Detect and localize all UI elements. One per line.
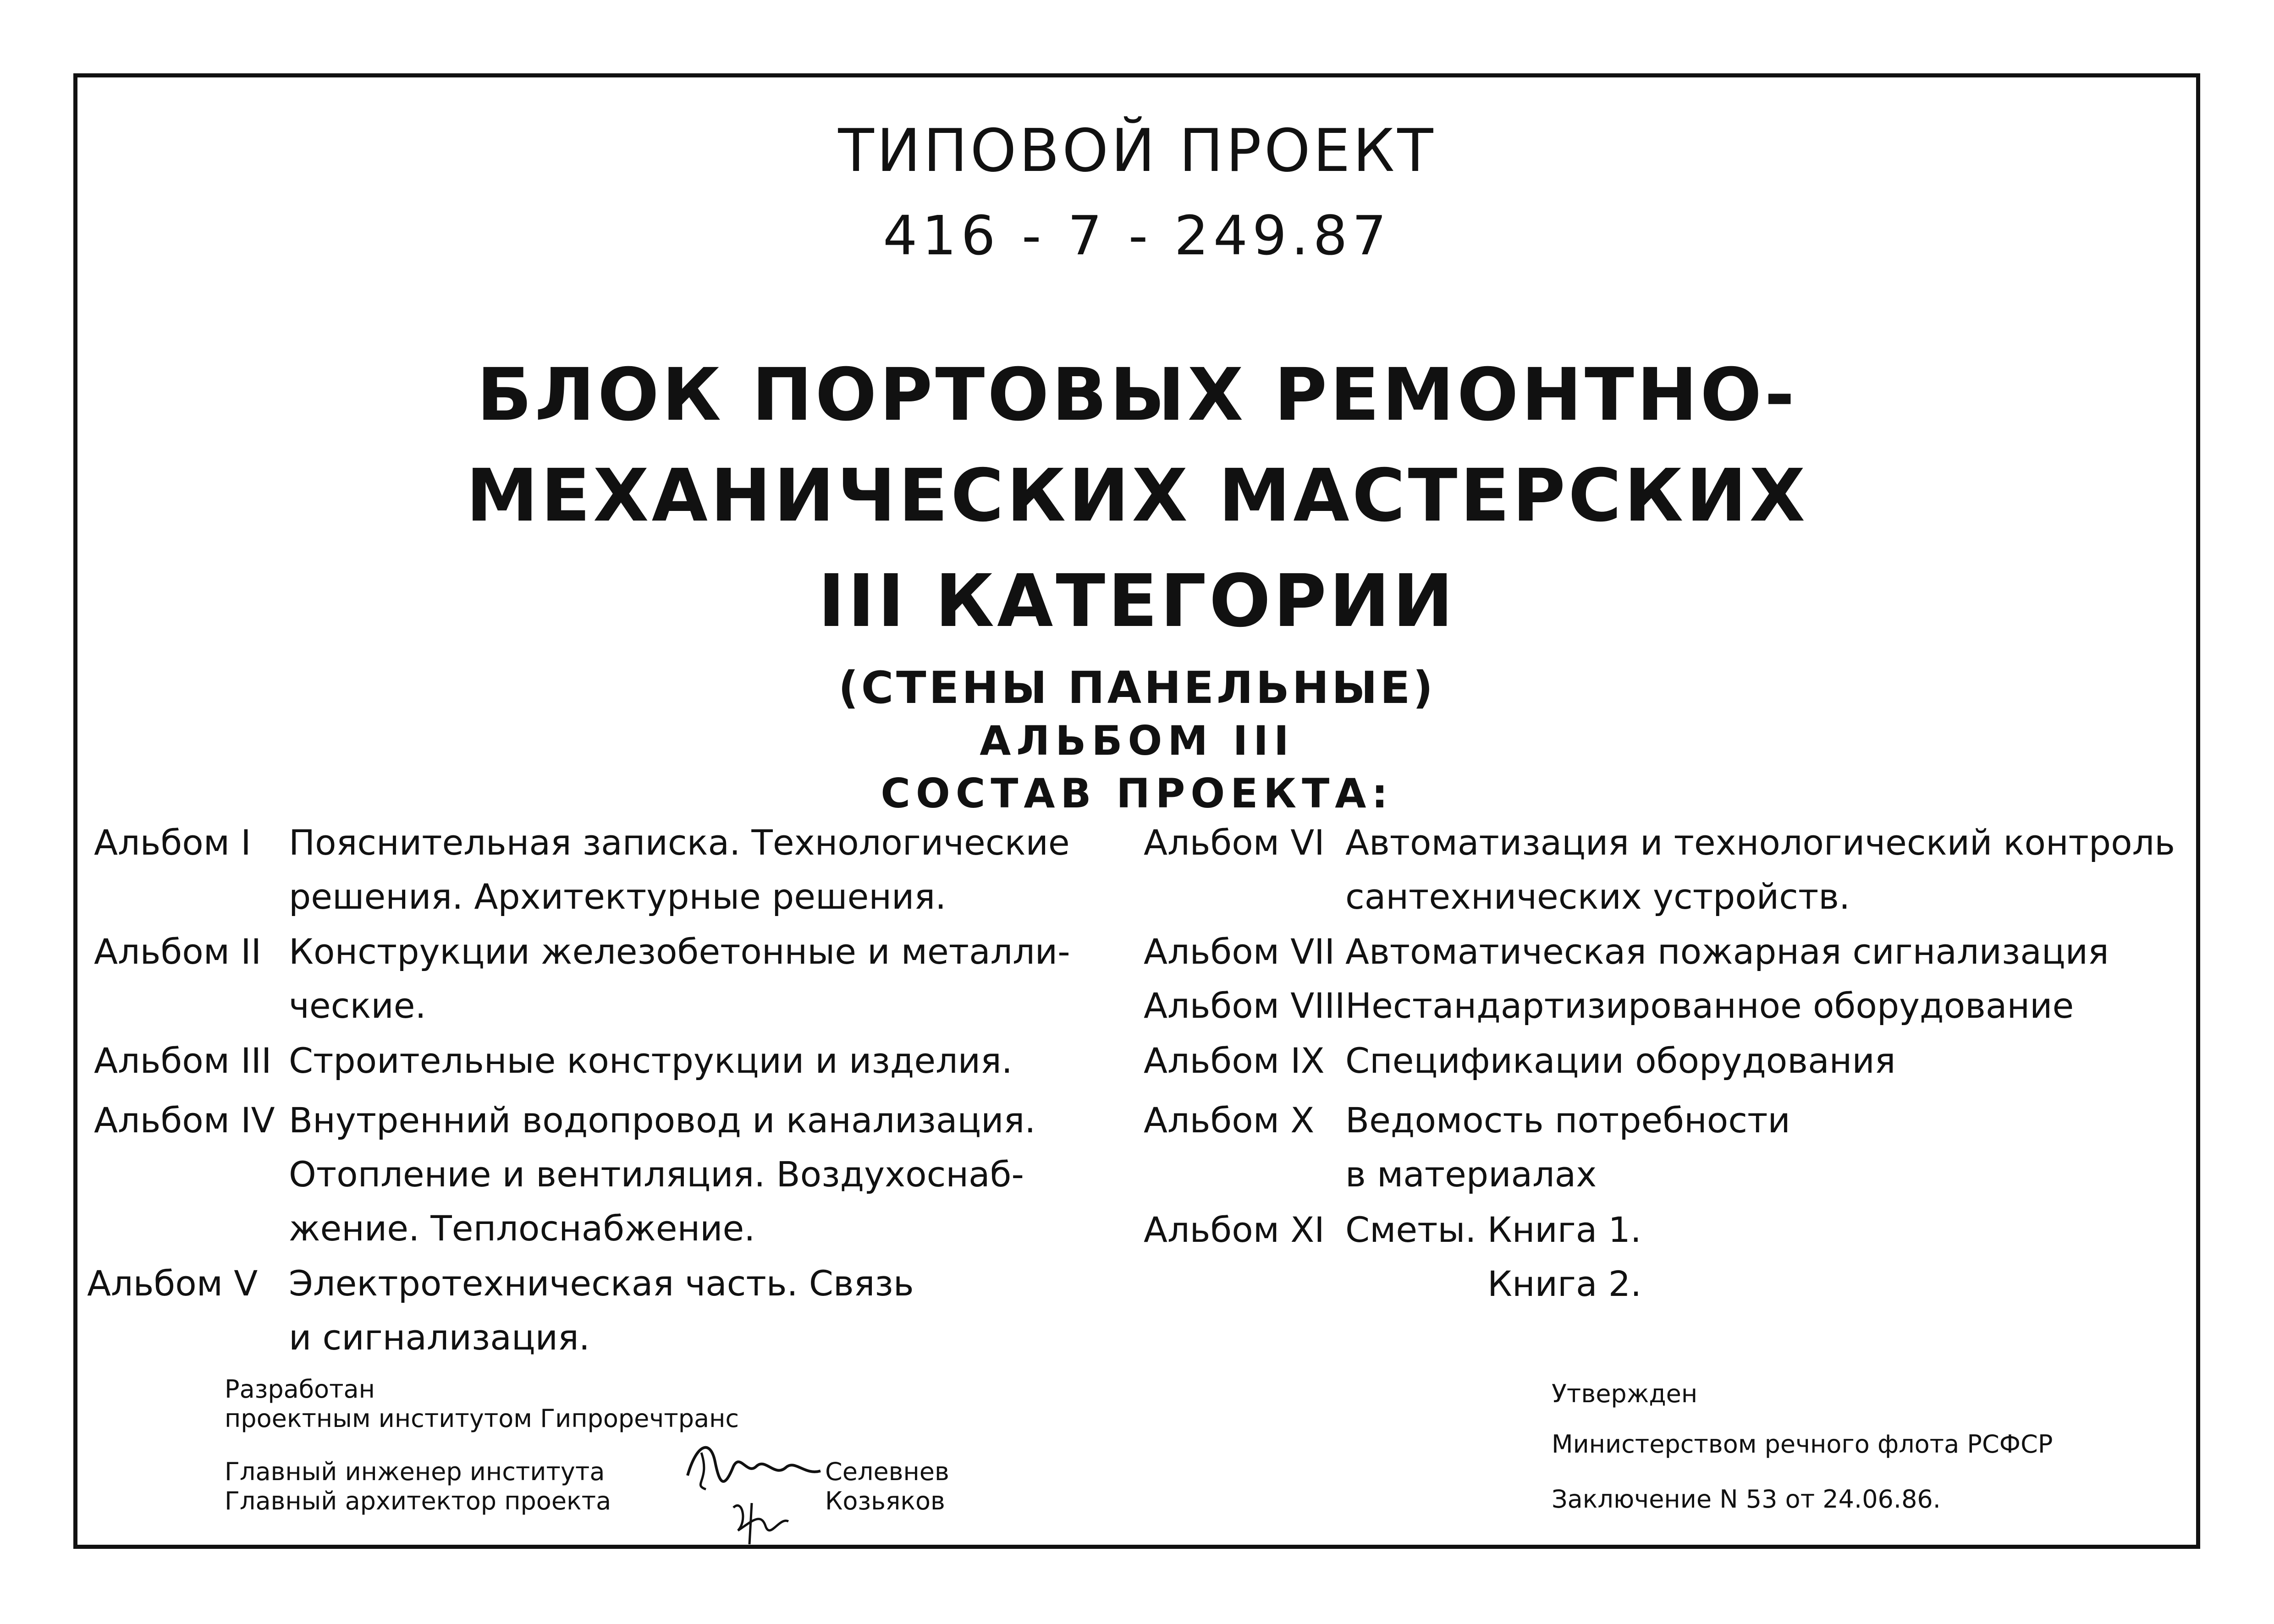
album-label-9: Альбом IX: [1144, 1040, 1325, 1081]
album-2-line-2: ческие.: [289, 985, 426, 1026]
project-number: 416 - 7 - 249.87: [883, 204, 1391, 267]
album-4-line-2: Отопление и вентиляция. Воздухоснаб-: [289, 1154, 1024, 1195]
chief-architect-name: Козьяков: [825, 1487, 945, 1515]
album-5-line-2: и сигнализация.: [289, 1317, 590, 1358]
album-1-line-2: решения. Архитектурные решения.: [289, 876, 947, 917]
album-10-line-1: Ведомость потребности: [1345, 1100, 1790, 1141]
developer-institute: проектным институтом Гипроречтранс: [225, 1404, 739, 1433]
chief-engineer-role: Главный инженер института: [225, 1457, 605, 1486]
main-title-line-3: III КАТЕГОРИИ: [818, 559, 1456, 643]
chief-engineer-name: Селевнев: [825, 1457, 949, 1486]
album-6-line-2: сантехнических устройств.: [1345, 876, 1850, 917]
album-label-10: Альбом X: [1144, 1100, 1315, 1141]
album-label-4: Альбом IV: [94, 1100, 275, 1141]
album-2-line-1: Конструкции железобетонные и металли-: [289, 931, 1070, 972]
chief-architect-signature: [724, 1494, 798, 1549]
album-label-1: Альбом I: [94, 822, 251, 863]
album-10-line-2: в материалах: [1345, 1154, 1597, 1195]
approving-ministry: Министерством речного флота РСФСР: [1552, 1430, 2053, 1459]
album-9-line-1: Спецификации оборудования: [1345, 1040, 1896, 1081]
album-label-8: Альбом VIII: [1144, 985, 1345, 1026]
album-8-line-1: Нестандартизированное оборудование: [1345, 985, 2074, 1026]
album-label-7: Альбом VII: [1144, 931, 1335, 972]
album-11-line-1: Сметы. Книга 1.: [1345, 1209, 1641, 1250]
album-label-2: Альбом II: [94, 931, 262, 972]
album-1-line-1: Пояснительная записка. Технологические: [289, 822, 1070, 863]
chief-architect-role: Главный архитектор проекта: [225, 1487, 611, 1515]
album-4-line-3: жение. Теплоснабжение.: [289, 1208, 755, 1249]
chief-engineer-signature: [683, 1434, 830, 1498]
album-label-3: Альбом III: [94, 1040, 272, 1081]
main-title-line-1: БЛОК ПОРТОВЫХ РЕМОНТНО-: [477, 353, 1797, 437]
album-label-6: Альбом VI: [1144, 822, 1325, 863]
album-6-line-1: Автоматизация и технологический контроль: [1345, 822, 2175, 863]
album-7-line-1: Автоматическая пожарная сигнализация: [1345, 931, 2109, 972]
album-4-line-1: Внутренний водопровод и канализация.: [289, 1100, 1036, 1141]
album-5-line-1: Электротехническая часть. Связь: [289, 1263, 914, 1304]
approved-label: Утвержден: [1552, 1379, 1698, 1408]
approval-conclusion: Заключение N 53 от 24.06.86.: [1552, 1485, 1941, 1514]
project-type-heading: ТИПОВОЙ ПРОЕКТ: [838, 117, 1436, 185]
developed-by-label: Разработан: [225, 1375, 375, 1404]
album-label-11: Альбом XI: [1144, 1209, 1325, 1250]
composition-heading: СОСТАВ ПРОЕКТА:: [881, 770, 1393, 817]
main-title-line-2: МЕХАНИЧЕСКИХ МАСТЕРСКИХ: [466, 454, 1808, 538]
album-11-line-2: Книга 2.: [1487, 1263, 1642, 1304]
album-3-line-1: Строительные конструкции и изделия.: [289, 1040, 1013, 1081]
album-label: АЛЬБОМ III: [980, 717, 1294, 764]
walls-subtitle: (СТЕНЫ ПАНЕЛЬНЫЕ): [838, 662, 1436, 713]
album-label-5: Альбом V: [87, 1263, 258, 1304]
